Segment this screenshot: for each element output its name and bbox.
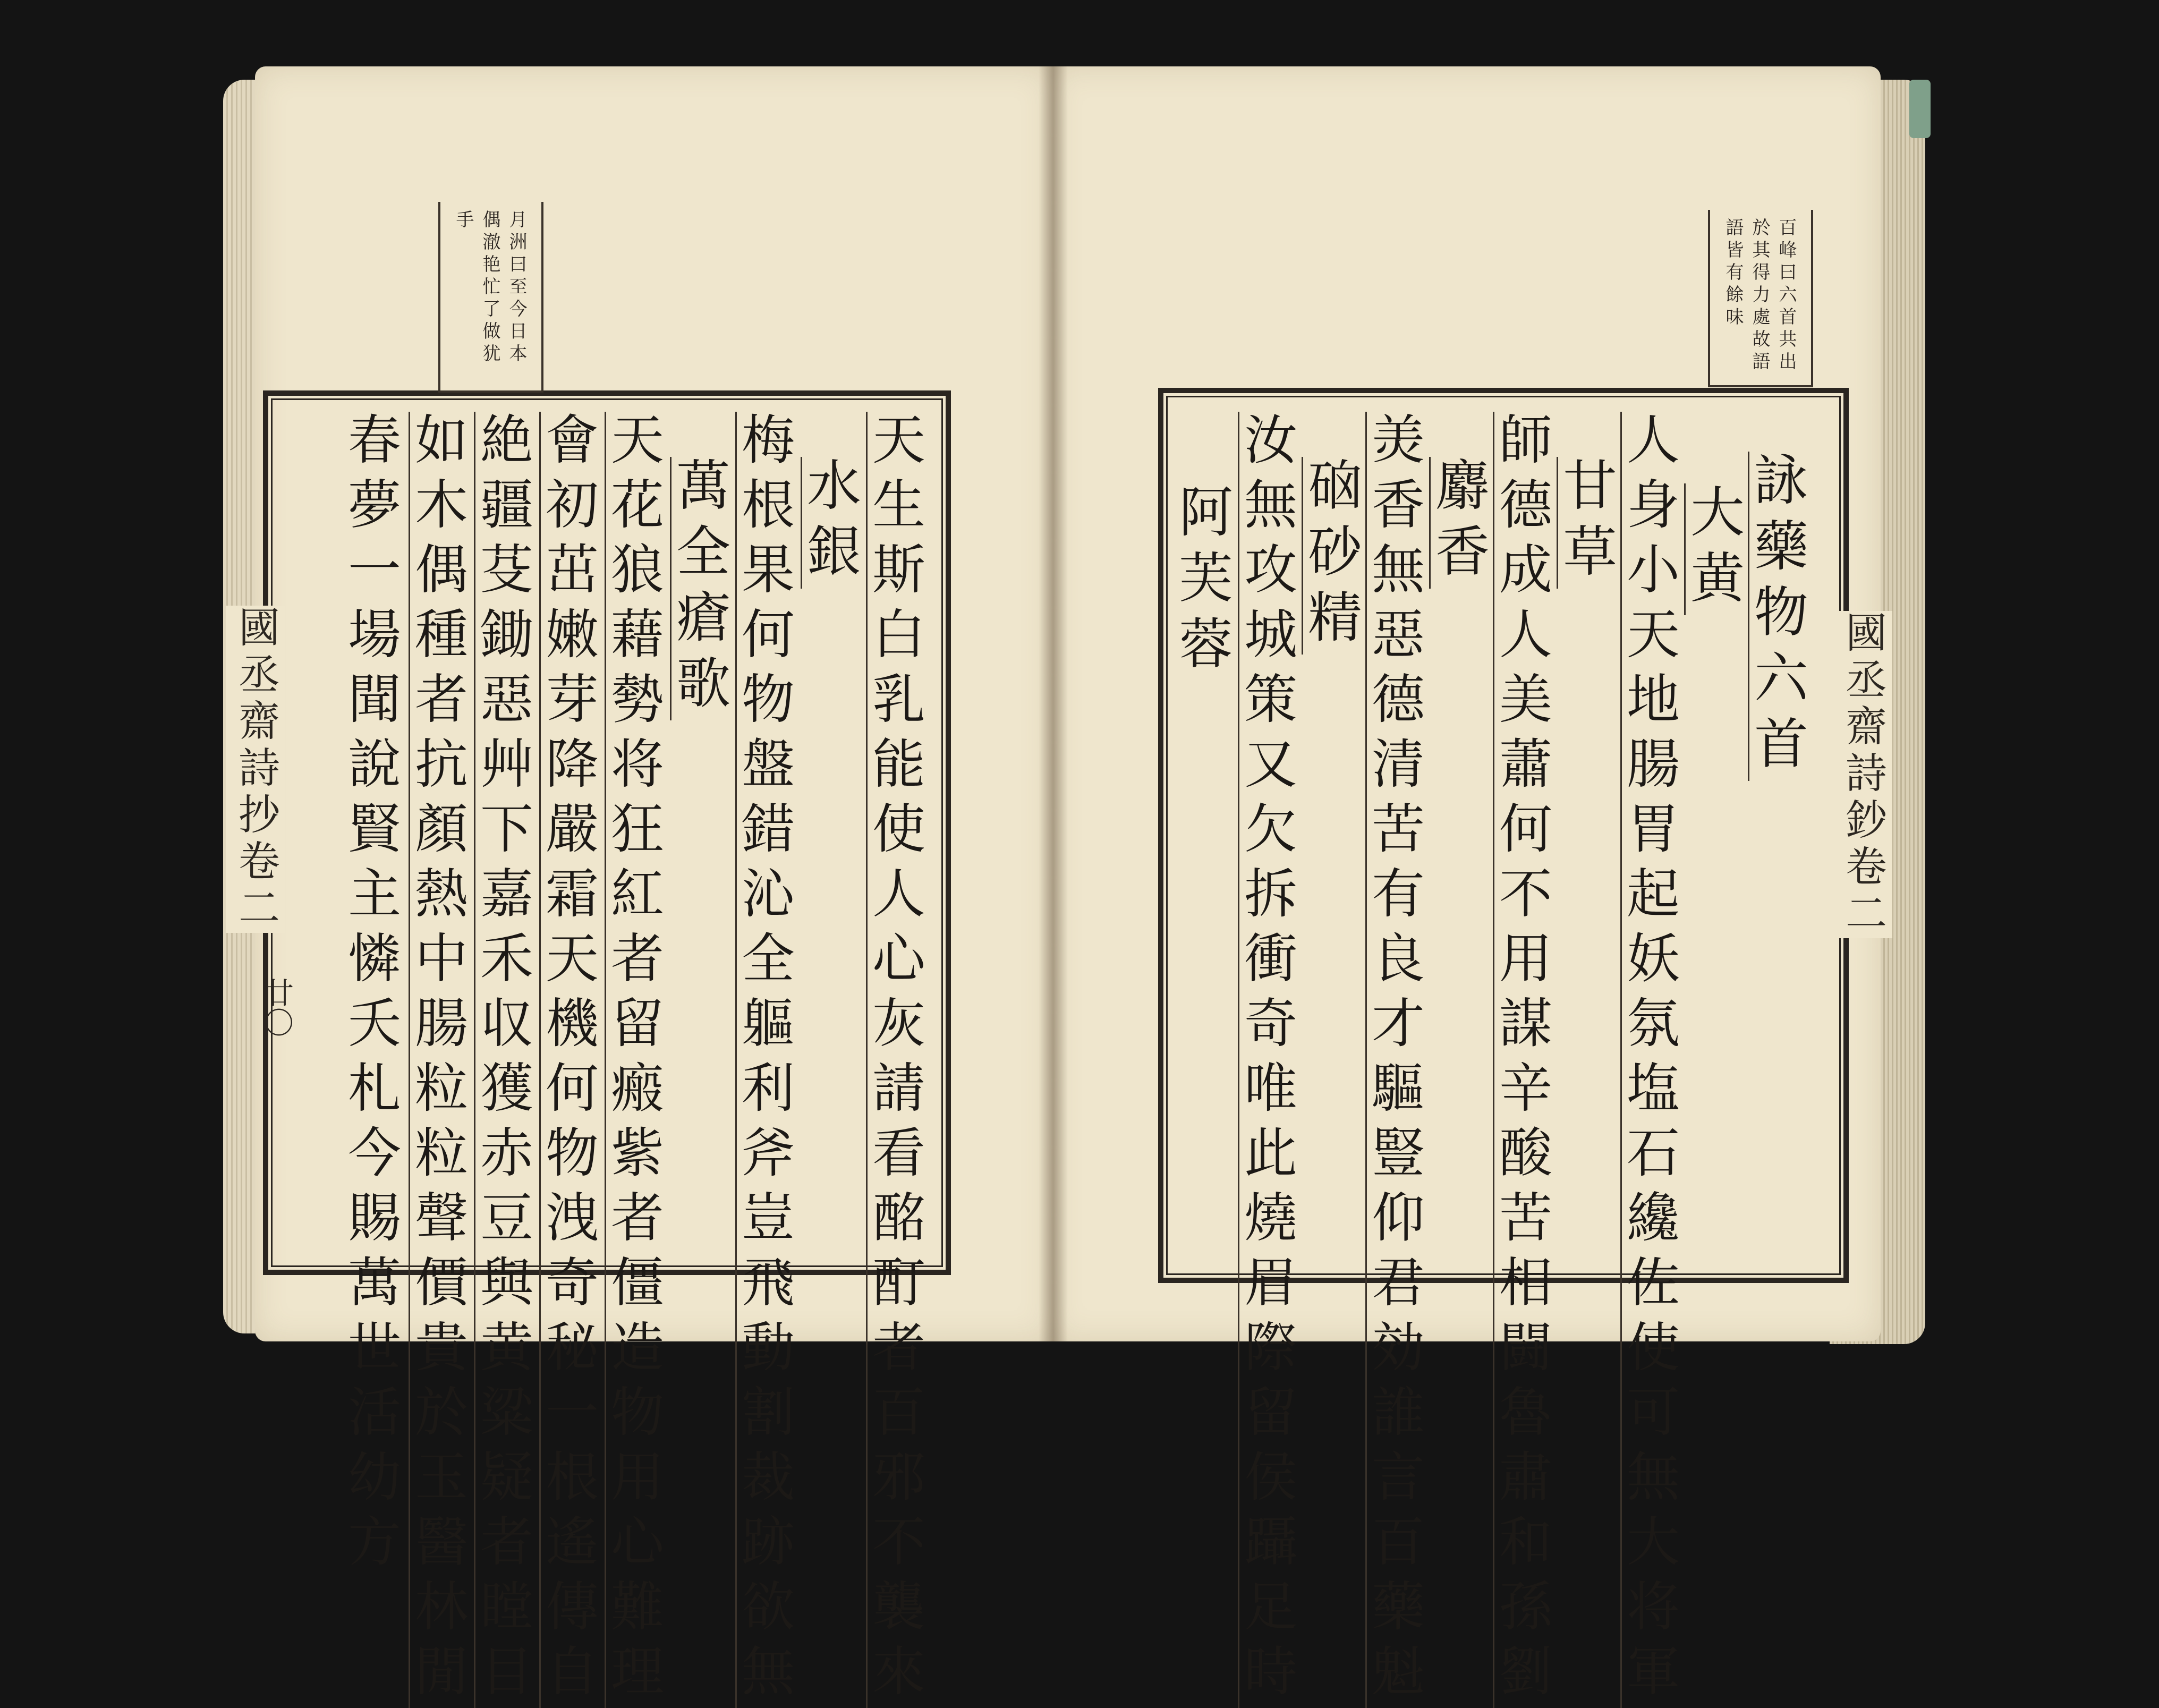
- right-gloss-line-1: 百峰曰六首共出: [1775, 218, 1797, 374]
- left-gloss-line-2: 偶澈艳忙了做犹: [479, 210, 500, 366]
- right-col-4-title: 甘草: [1554, 457, 1617, 589]
- right-col-5: 師德成人美蕭何不用謀辛酸苦相闘魯肅和孫劉: [1490, 412, 1552, 1708]
- right-col-9: 汝無攻城策又欠拆衝奇唯此燒眉際留侯躡足時: [1235, 412, 1297, 1708]
- left-col-9: 春夢一場聞說賢主憐夭札今賜萬世活幼方: [339, 412, 401, 1578]
- left-col-4-title: 萬全瘡歌: [667, 457, 730, 720]
- right-col-8-title: 硇砂精: [1299, 457, 1362, 655]
- left-col-1: 天生斯白乳能使人心灰請看酩酊者百邪不襲來: [863, 412, 925, 1708]
- right-col-10-title: 阿芙蓉: [1170, 483, 1233, 681]
- right-gloss-line-3: 語皆有餘味: [1722, 218, 1744, 329]
- bookmark-tab: [1909, 80, 1931, 138]
- right-col-2-title: 大黄: [1681, 483, 1745, 615]
- right-margin-title: 國丞齋詩鈔卷二: [1833, 611, 1892, 938]
- right-col-1-title: 詠藥物六首: [1745, 452, 1808, 781]
- left-gloss-line-1: 月洲曰至今日本: [506, 210, 527, 366]
- left-gloss-line-3: 手: [453, 210, 474, 232]
- right-col-6-title: 麝香: [1426, 457, 1490, 589]
- left-col-3: 梅根果何物盤錯沁全軀利斧豈飛動割裁跡欲無: [733, 412, 795, 1708]
- left-col-2-title: 水銀: [798, 457, 861, 589]
- left-col-8: 如木偶種者抗顏熱中腸粒粒聲價貴於玉醫林閒: [406, 412, 468, 1708]
- right-col-7: 羙香無惡德清苦有良才驅豎仰君効誰言百藥魁: [1363, 412, 1425, 1708]
- left-col-7: 絶疆芟鋤惡艸下嘉禾収獲赤豆與黄粱疑者瞠目: [471, 412, 533, 1708]
- book-gutter: [1039, 66, 1068, 1341]
- right-col-3: 人身小天地腸胃起妖氛塩石纔佐使可無大将軍: [1618, 412, 1680, 1708]
- right-gloss-line-2: 於其得力處故語: [1749, 218, 1770, 374]
- left-margin-title: 國丞齋詩抄卷二: [226, 606, 285, 933]
- left-col-5: 天花狼藉勢将狂紅者留瘢紫者僵造物用心難理: [602, 412, 664, 1708]
- left-page-number: 廿〇: [259, 978, 294, 1037]
- left-col-6: 會初茁嫩芽降嚴霜天機何物洩奇秘一根遙傳自: [537, 412, 599, 1708]
